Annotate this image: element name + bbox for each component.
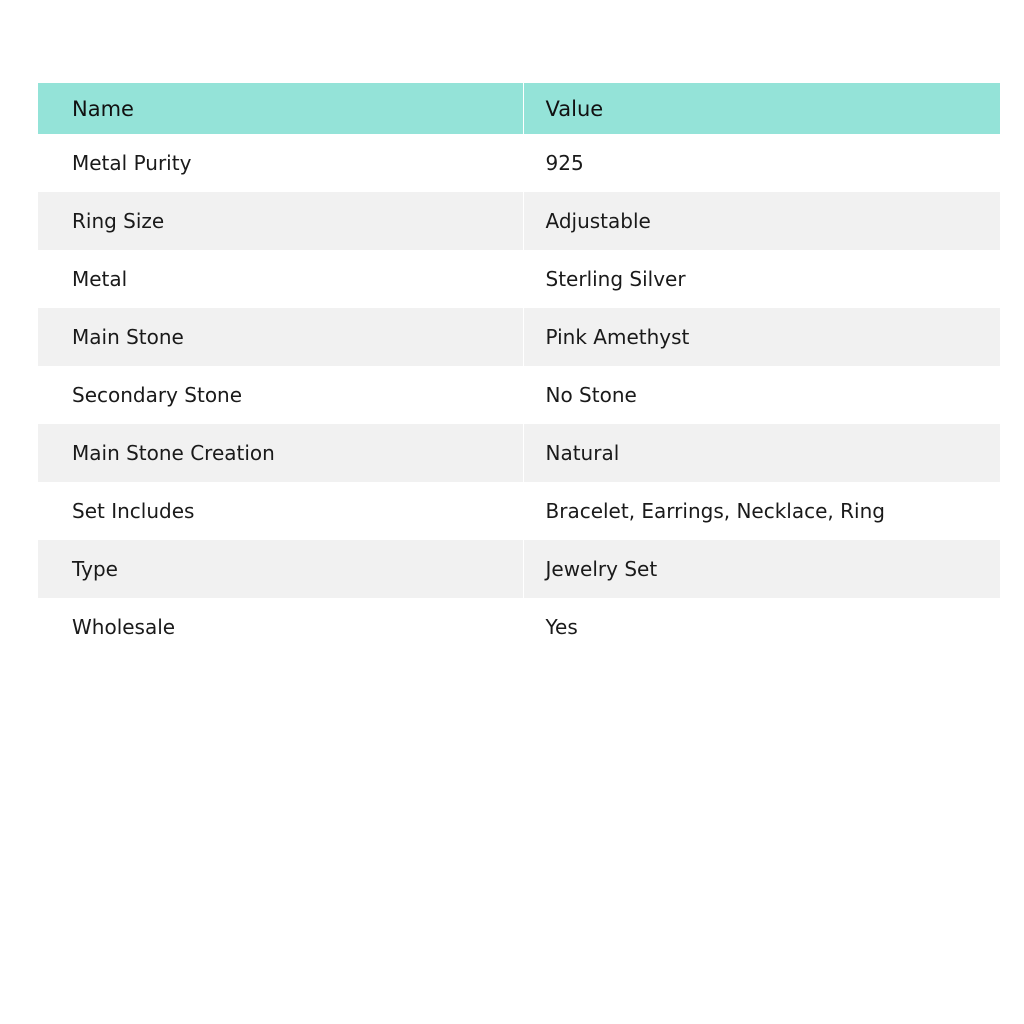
row-name-cell: Metal Purity — [38, 134, 523, 192]
row-name-cell: Ring Size — [38, 192, 523, 250]
row-value-cell: No Stone — [545, 383, 637, 407]
row-name-cell: Secondary Stone — [38, 366, 523, 424]
table-row — [38, 250, 1000, 308]
column-header-name: Name — [38, 83, 523, 134]
row-value-cell: Yes — [545, 615, 578, 639]
row-value-cell: 925 — [545, 151, 584, 175]
table-header-row — [38, 83, 1000, 134]
table-row — [38, 308, 1000, 366]
row-value-cell: Pink Amethyst — [545, 325, 690, 349]
table-row — [38, 424, 1000, 482]
row-name-cell: Main Stone Creation — [38, 424, 523, 482]
table-row — [38, 482, 1000, 540]
table-row — [38, 540, 1000, 598]
row-name-cell: Metal — [38, 250, 523, 308]
row-name-cell: Type — [38, 540, 523, 598]
column-header-value: Value — [523, 83, 1000, 134]
row-value-cell: Natural — [545, 441, 620, 465]
row-value-cell: Jewelry Set — [545, 557, 658, 581]
row-value-cell: Bracelet, Earrings, Necklace, Ring — [545, 499, 885, 523]
row-name-cell: Wholesale — [38, 598, 523, 656]
table-row — [38, 598, 1000, 656]
table-row — [38, 192, 1000, 250]
product-spec-table — [38, 83, 1000, 656]
row-name-cell: Set Includes — [38, 482, 523, 540]
table-body — [38, 134, 1000, 656]
table-header — [38, 83, 1000, 134]
table-row — [38, 134, 1000, 192]
row-name-cell: Main Stone — [38, 308, 523, 366]
table-row — [38, 366, 1000, 424]
row-value-cell: Sterling Silver — [545, 267, 686, 291]
row-value-cell: Adjustable — [545, 209, 651, 233]
